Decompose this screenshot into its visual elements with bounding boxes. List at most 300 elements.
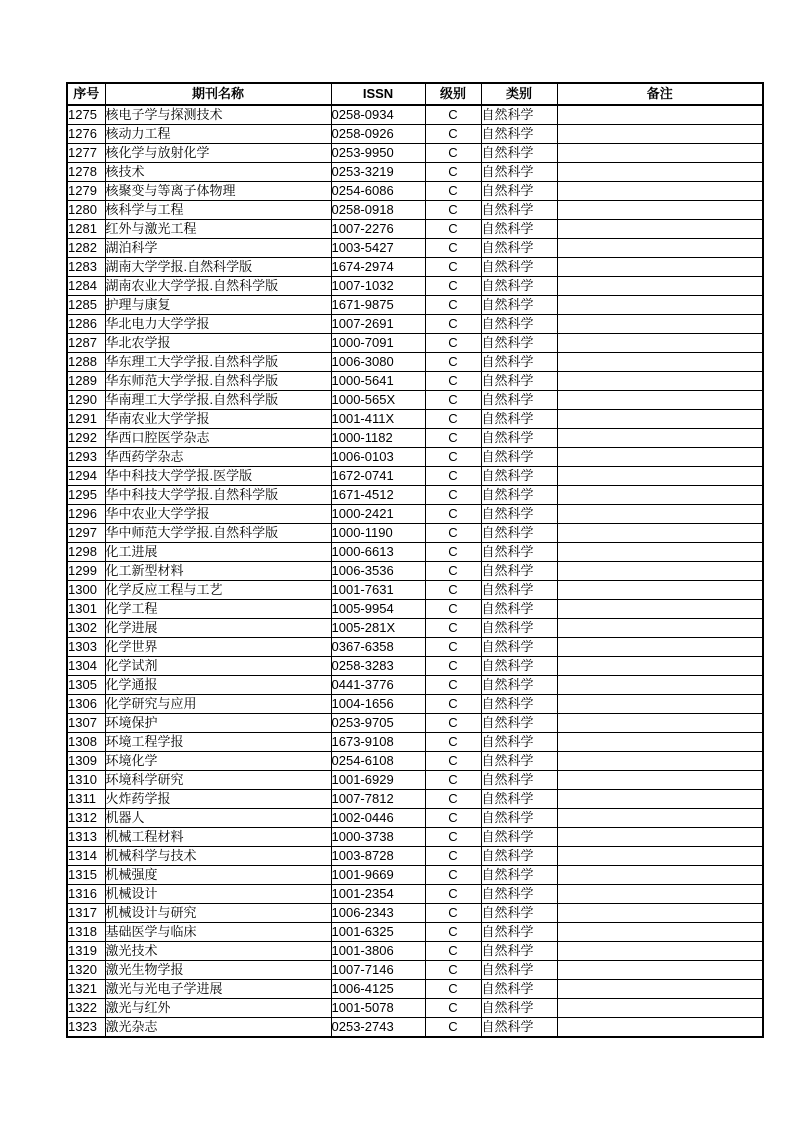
table-row (67, 524, 763, 543)
table-row (67, 828, 763, 847)
cell-remark (557, 961, 763, 980)
table-row (67, 790, 763, 809)
cell-serial: 1293 (67, 448, 105, 467)
cell-journal-name: 机械强度 (105, 866, 331, 885)
table-row (67, 771, 763, 790)
cell-journal-name: 红外与激光工程 (105, 220, 331, 239)
table-row (67, 429, 763, 448)
cell-journal-name: 核化学与放射化学 (105, 144, 331, 163)
cell-level: C (425, 581, 481, 600)
table-row (67, 638, 763, 657)
cell-remark (557, 619, 763, 638)
cell-remark (557, 714, 763, 733)
cell-remark (557, 980, 763, 999)
cell-issn: 0258-0926 (331, 125, 425, 144)
cell-serial: 1307 (67, 714, 105, 733)
cell-category: 自然科学 (481, 733, 557, 752)
cell-level: C (425, 961, 481, 980)
cell-journal-name: 环境保护 (105, 714, 331, 733)
cell-serial: 1305 (67, 676, 105, 695)
cell-issn: 1005-9954 (331, 600, 425, 619)
cell-category: 自然科学 (481, 638, 557, 657)
table-row (67, 315, 763, 334)
cell-journal-name: 化工进展 (105, 543, 331, 562)
table-row (67, 505, 763, 524)
cell-level: C (425, 695, 481, 714)
cell-category: 自然科学 (481, 771, 557, 790)
cell-serial: 1309 (67, 752, 105, 771)
cell-category: 自然科学 (481, 980, 557, 999)
cell-level: C (425, 771, 481, 790)
cell-remark (557, 809, 763, 828)
table-row (67, 334, 763, 353)
table-row (67, 1018, 763, 1038)
cell-journal-name: 机械设计与研究 (105, 904, 331, 923)
cell-level: C (425, 638, 481, 657)
cell-journal-name: 化学世界 (105, 638, 331, 657)
table-row (67, 391, 763, 410)
cell-issn: 1005-281X (331, 619, 425, 638)
cell-category: 自然科学 (481, 467, 557, 486)
cell-remark (557, 562, 763, 581)
cell-issn: 1000-5641 (331, 372, 425, 391)
table-row (67, 201, 763, 220)
cell-serial: 1288 (67, 353, 105, 372)
cell-category: 自然科学 (481, 258, 557, 277)
cell-journal-name: 激光与红外 (105, 999, 331, 1018)
cell-remark (557, 448, 763, 467)
column-header-remark: 备注 (557, 83, 763, 105)
cell-serial: 1291 (67, 410, 105, 429)
journal-table-body (67, 105, 763, 1037)
cell-category: 自然科学 (481, 543, 557, 562)
cell-issn: 1001-6929 (331, 771, 425, 790)
cell-issn: 1674-2974 (331, 258, 425, 277)
cell-serial: 1303 (67, 638, 105, 657)
cell-category: 自然科学 (481, 714, 557, 733)
cell-remark (557, 847, 763, 866)
cell-journal-name: 激光杂志 (105, 1018, 331, 1038)
cell-journal-name: 华中科技大学学报.医学版 (105, 467, 331, 486)
cell-category: 自然科学 (481, 847, 557, 866)
cell-level: C (425, 752, 481, 771)
cell-serial: 1294 (67, 467, 105, 486)
cell-level: C (425, 391, 481, 410)
cell-remark (557, 581, 763, 600)
cell-journal-name: 华北农学报 (105, 334, 331, 353)
cell-issn: 1000-1182 (331, 429, 425, 448)
cell-remark (557, 923, 763, 942)
cell-category: 自然科学 (481, 220, 557, 239)
cell-level: C (425, 885, 481, 904)
table-row (67, 733, 763, 752)
cell-remark (557, 334, 763, 353)
cell-category: 自然科学 (481, 486, 557, 505)
cell-journal-name: 华中农业大学学报 (105, 505, 331, 524)
table-row (67, 543, 763, 562)
cell-issn: 1001-2354 (331, 885, 425, 904)
cell-level: C (425, 220, 481, 239)
cell-level: C (425, 296, 481, 315)
cell-level: C (425, 239, 481, 258)
cell-category: 自然科学 (481, 600, 557, 619)
cell-issn: 1006-3080 (331, 353, 425, 372)
cell-category: 自然科学 (481, 125, 557, 144)
cell-issn: 1001-3806 (331, 942, 425, 961)
cell-journal-name: 激光生物学报 (105, 961, 331, 980)
cell-journal-name: 化学试剂 (105, 657, 331, 676)
cell-serial: 1275 (67, 105, 105, 125)
cell-category: 自然科学 (481, 809, 557, 828)
cell-journal-name: 护理与康复 (105, 296, 331, 315)
cell-level: C (425, 410, 481, 429)
cell-journal-name: 机器人 (105, 809, 331, 828)
cell-remark (557, 866, 763, 885)
cell-issn: 0258-3283 (331, 657, 425, 676)
cell-remark (557, 904, 763, 923)
table-row (67, 372, 763, 391)
cell-remark (557, 790, 763, 809)
cell-journal-name: 火炸药学报 (105, 790, 331, 809)
table-row (67, 163, 763, 182)
cell-journal-name: 基础医学与临床 (105, 923, 331, 942)
cell-category: 自然科学 (481, 885, 557, 904)
table-row (67, 296, 763, 315)
column-header-level: 级别 (425, 83, 481, 105)
cell-issn: 1001-6325 (331, 923, 425, 942)
cell-category: 自然科学 (481, 372, 557, 391)
cell-issn: 1007-7812 (331, 790, 425, 809)
cell-remark (557, 296, 763, 315)
cell-category: 自然科学 (481, 923, 557, 942)
cell-serial: 1316 (67, 885, 105, 904)
cell-category: 自然科学 (481, 999, 557, 1018)
cell-serial: 1279 (67, 182, 105, 201)
table-row (67, 695, 763, 714)
header-row (67, 83, 763, 105)
cell-issn: 0254-6108 (331, 752, 425, 771)
cell-serial: 1318 (67, 923, 105, 942)
cell-category: 自然科学 (481, 239, 557, 258)
table-row (67, 999, 763, 1018)
cell-remark (557, 771, 763, 790)
table-row (67, 904, 763, 923)
cell-level: C (425, 562, 481, 581)
cell-journal-name: 化学反应工程与工艺 (105, 581, 331, 600)
cell-serial: 1278 (67, 163, 105, 182)
cell-issn: 1000-565X (331, 391, 425, 410)
cell-journal-name: 核聚变与等离子体物理 (105, 182, 331, 201)
cell-level: C (425, 258, 481, 277)
cell-serial: 1314 (67, 847, 105, 866)
cell-category: 自然科学 (481, 182, 557, 201)
cell-serial: 1317 (67, 904, 105, 923)
cell-remark (557, 125, 763, 144)
cell-journal-name: 核动力工程 (105, 125, 331, 144)
cell-level: C (425, 714, 481, 733)
table-row (67, 923, 763, 942)
cell-serial: 1284 (67, 277, 105, 296)
table-row (67, 144, 763, 163)
cell-category: 自然科学 (481, 695, 557, 714)
table-row (67, 980, 763, 999)
table-row (67, 239, 763, 258)
cell-remark (557, 163, 763, 182)
cell-journal-name: 环境科学研究 (105, 771, 331, 790)
cell-remark (557, 657, 763, 676)
cell-remark (557, 372, 763, 391)
cell-category: 自然科学 (481, 277, 557, 296)
cell-category: 自然科学 (481, 201, 557, 220)
cell-serial: 1304 (67, 657, 105, 676)
cell-remark (557, 353, 763, 372)
cell-issn: 1001-411X (331, 410, 425, 429)
cell-issn: 1006-4125 (331, 980, 425, 999)
cell-journal-name: 华西药学杂志 (105, 448, 331, 467)
cell-level: C (425, 923, 481, 942)
cell-issn: 1672-0741 (331, 467, 425, 486)
cell-level: C (425, 866, 481, 885)
cell-category: 自然科学 (481, 505, 557, 524)
cell-issn: 0258-0918 (331, 201, 425, 220)
cell-category: 自然科学 (481, 752, 557, 771)
cell-category: 自然科学 (481, 410, 557, 429)
cell-remark (557, 752, 763, 771)
cell-category: 自然科学 (481, 961, 557, 980)
cell-level: C (425, 334, 481, 353)
table-row (67, 885, 763, 904)
cell-journal-name: 湖南农业大学学报.自然科学版 (105, 277, 331, 296)
journal-table (66, 82, 764, 1038)
cell-serial: 1308 (67, 733, 105, 752)
cell-remark (557, 467, 763, 486)
cell-serial: 1302 (67, 619, 105, 638)
cell-serial: 1298 (67, 543, 105, 562)
cell-category: 自然科学 (481, 1018, 557, 1038)
table-row (67, 467, 763, 486)
cell-serial: 1287 (67, 334, 105, 353)
cell-issn: 1007-1032 (331, 277, 425, 296)
cell-issn: 0253-9705 (331, 714, 425, 733)
cell-level: C (425, 847, 481, 866)
cell-remark (557, 201, 763, 220)
cell-serial: 1323 (67, 1018, 105, 1038)
cell-journal-name: 华中科技大学学报.自然科学版 (105, 486, 331, 505)
cell-remark (557, 695, 763, 714)
cell-remark (557, 676, 763, 695)
cell-category: 自然科学 (481, 866, 557, 885)
cell-serial: 1285 (67, 296, 105, 315)
cell-serial: 1283 (67, 258, 105, 277)
table-row (67, 676, 763, 695)
cell-serial: 1296 (67, 505, 105, 524)
cell-serial: 1310 (67, 771, 105, 790)
cell-journal-name: 化学通报 (105, 676, 331, 695)
cell-serial: 1289 (67, 372, 105, 391)
cell-journal-name: 华南农业大学学报 (105, 410, 331, 429)
cell-journal-name: 机械工程材料 (105, 828, 331, 847)
cell-serial: 1295 (67, 486, 105, 505)
cell-remark (557, 391, 763, 410)
table-row (67, 410, 763, 429)
cell-journal-name: 核技术 (105, 163, 331, 182)
cell-category: 自然科学 (481, 391, 557, 410)
cell-issn: 1000-6613 (331, 543, 425, 562)
column-header-issn: ISSN (331, 83, 425, 105)
table-row (67, 562, 763, 581)
cell-issn: 0254-6086 (331, 182, 425, 201)
cell-level: C (425, 904, 481, 923)
cell-serial: 1277 (67, 144, 105, 163)
cell-issn: 1003-8728 (331, 847, 425, 866)
cell-remark (557, 828, 763, 847)
cell-remark (557, 277, 763, 296)
column-header-category: 类别 (481, 83, 557, 105)
column-header-journal: 期刊名称 (105, 83, 331, 105)
cell-level: C (425, 600, 481, 619)
cell-journal-name: 化学进展 (105, 619, 331, 638)
cell-category: 自然科学 (481, 429, 557, 448)
cell-serial: 1311 (67, 790, 105, 809)
cell-category: 自然科学 (481, 904, 557, 923)
cell-level: C (425, 163, 481, 182)
cell-category: 自然科学 (481, 105, 557, 125)
table-row (67, 809, 763, 828)
cell-journal-name: 机械设计 (105, 885, 331, 904)
cell-journal-name: 机械科学与技术 (105, 847, 331, 866)
cell-journal-name: 华东师范大学学报.自然科学版 (105, 372, 331, 391)
table-row (67, 600, 763, 619)
cell-issn: 0258-0934 (331, 105, 425, 125)
table-row (67, 182, 763, 201)
cell-issn: 1007-2691 (331, 315, 425, 334)
cell-category: 自然科学 (481, 144, 557, 163)
cell-serial: 1299 (67, 562, 105, 581)
cell-journal-name: 环境化学 (105, 752, 331, 771)
table-row (67, 125, 763, 144)
table-row (67, 277, 763, 296)
cell-level: C (425, 828, 481, 847)
cell-journal-name: 核科学与工程 (105, 201, 331, 220)
table-row (67, 105, 763, 125)
cell-issn: 1006-0103 (331, 448, 425, 467)
cell-serial: 1281 (67, 220, 105, 239)
cell-serial: 1319 (67, 942, 105, 961)
cell-issn: 1673-9108 (331, 733, 425, 752)
cell-category: 自然科学 (481, 562, 557, 581)
cell-serial: 1321 (67, 980, 105, 999)
cell-category: 自然科学 (481, 790, 557, 809)
cell-remark (557, 220, 763, 239)
table-row (67, 581, 763, 600)
cell-category: 自然科学 (481, 353, 557, 372)
cell-category: 自然科学 (481, 942, 557, 961)
cell-serial: 1300 (67, 581, 105, 600)
cell-level: C (425, 448, 481, 467)
cell-category: 自然科学 (481, 581, 557, 600)
cell-remark (557, 144, 763, 163)
cell-issn: 0253-2743 (331, 1018, 425, 1038)
table-row (67, 752, 763, 771)
cell-serial: 1301 (67, 600, 105, 619)
cell-journal-name: 核电子学与探测技术 (105, 105, 331, 125)
cell-remark (557, 638, 763, 657)
cell-category: 自然科学 (481, 448, 557, 467)
cell-serial: 1297 (67, 524, 105, 543)
cell-journal-name: 激光技术 (105, 942, 331, 961)
table-row (67, 448, 763, 467)
cell-level: C (425, 277, 481, 296)
cell-remark (557, 486, 763, 505)
cell-category: 自然科学 (481, 657, 557, 676)
cell-journal-name: 化学工程 (105, 600, 331, 619)
cell-issn: 1001-9669 (331, 866, 425, 885)
cell-serial: 1286 (67, 315, 105, 334)
cell-level: C (425, 999, 481, 1018)
table-row (67, 657, 763, 676)
cell-level: C (425, 619, 481, 638)
cell-serial: 1282 (67, 239, 105, 258)
cell-remark (557, 524, 763, 543)
cell-serial: 1315 (67, 866, 105, 885)
cell-serial: 1306 (67, 695, 105, 714)
cell-issn: 1002-0446 (331, 809, 425, 828)
table-row (67, 714, 763, 733)
cell-level: C (425, 524, 481, 543)
cell-serial: 1312 (67, 809, 105, 828)
cell-serial: 1322 (67, 999, 105, 1018)
cell-remark (557, 315, 763, 334)
cell-remark (557, 429, 763, 448)
cell-journal-name: 华东理工大学学报.自然科学版 (105, 353, 331, 372)
cell-serial: 1280 (67, 201, 105, 220)
table-row (67, 220, 763, 239)
cell-level: C (425, 144, 481, 163)
cell-level: C (425, 315, 481, 334)
cell-serial: 1290 (67, 391, 105, 410)
cell-level: C (425, 105, 481, 125)
cell-journal-name: 华西口腔医学杂志 (105, 429, 331, 448)
cell-level: C (425, 353, 481, 372)
cell-remark (557, 733, 763, 752)
cell-category: 自然科学 (481, 676, 557, 695)
cell-journal-name: 激光与光电子学进展 (105, 980, 331, 999)
cell-journal-name: 化学研究与应用 (105, 695, 331, 714)
cell-remark (557, 410, 763, 429)
cell-issn: 0367-6358 (331, 638, 425, 657)
cell-issn: 1004-1656 (331, 695, 425, 714)
cell-level: C (425, 125, 481, 144)
cell-issn: 0441-3776 (331, 676, 425, 695)
cell-issn: 1671-9875 (331, 296, 425, 315)
cell-level: C (425, 676, 481, 695)
cell-category: 自然科学 (481, 619, 557, 638)
table-row (67, 486, 763, 505)
cell-journal-name: 湖南大学学报.自然科学版 (105, 258, 331, 277)
cell-level: C (425, 372, 481, 391)
cell-remark (557, 885, 763, 904)
cell-level: C (425, 980, 481, 999)
cell-journal-name: 环境工程学报 (105, 733, 331, 752)
cell-remark (557, 258, 763, 277)
cell-category: 自然科学 (481, 334, 557, 353)
cell-issn: 1000-2421 (331, 505, 425, 524)
cell-journal-name: 华南理工大学学报.自然科学版 (105, 391, 331, 410)
cell-level: C (425, 429, 481, 448)
cell-serial: 1292 (67, 429, 105, 448)
table-row (67, 847, 763, 866)
cell-journal-name: 化工新型材料 (105, 562, 331, 581)
